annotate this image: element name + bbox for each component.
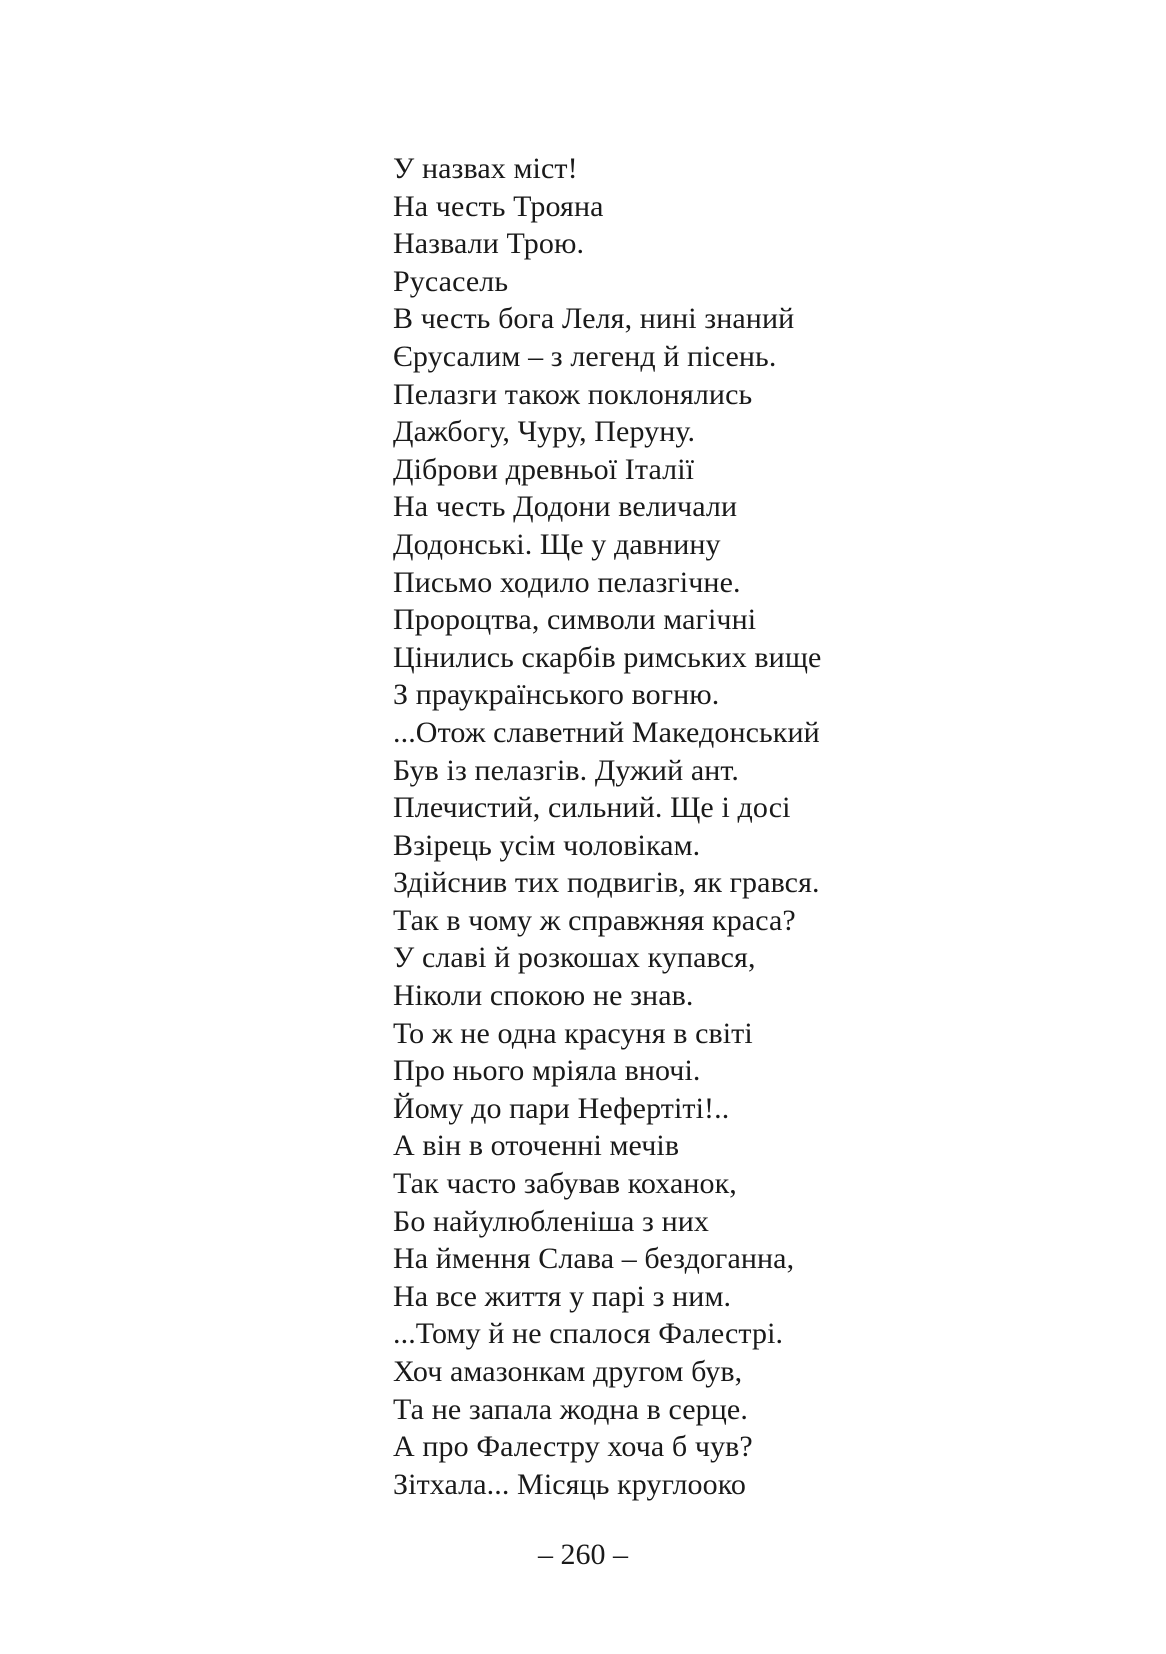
poem-line: Зітхала... Місяць круглооко <box>393 1467 746 1501</box>
poem-line: Дажбогу, Чуру, Перуну. <box>393 415 696 449</box>
poem-line: Бо найулюбленіша з них <box>393 1204 709 1238</box>
poem-line: То ж не одна красуня в світі <box>393 1016 753 1050</box>
poem-line: Про нього мріяла вночі. <box>393 1054 701 1088</box>
poem-line: А він в оточенні мечів <box>393 1129 680 1163</box>
poem-line: Письмо ходило пелазгічне. <box>393 565 741 599</box>
poem-line: Пророцтва, символи магічні <box>393 603 757 637</box>
poem-line: Хоч амазонкам другом був, <box>393 1355 743 1388</box>
poem-line: Цінились скарбів римських вище <box>393 640 822 674</box>
poem-line: Плечистий, сильний. Ще і досі <box>393 791 791 825</box>
poem-line: А про Фалестру хоча б чув? <box>393 1430 753 1464</box>
poem-line: На честь Додони величали <box>393 490 738 524</box>
poem-line: Здійснив тих подвигів, як грався. <box>393 866 820 900</box>
poem-line: З праукраїнського вогню. <box>393 678 720 712</box>
poem-line: В честь бога Леля, нині знаний <box>393 302 795 336</box>
poem-line: ...Отож славетний Македонський <box>393 715 820 749</box>
poem-line: Йому до пари Нефертіті!.. <box>393 1091 730 1125</box>
poem-line: Та не запала жодна в серце. <box>393 1392 748 1426</box>
poem-line: ...Тому й не спалося Фалестрі. <box>393 1317 784 1351</box>
poem-line: Єрусалим – з легенд й пісень. <box>393 339 777 373</box>
poem-text <box>393 150 1013 1503</box>
page-number: – 260 – <box>538 1538 628 1571</box>
poem-line: На честь Трояна <box>393 189 604 223</box>
poem-line: Так часто забував коханок, <box>393 1167 737 1201</box>
poem-line: Так в чому ж справжняя краса? <box>393 903 796 937</box>
poem-line: На ймення Слава – бездоганна, <box>393 1242 795 1276</box>
poem-line: Русасель <box>393 264 509 298</box>
poem-line: Пелазги також поклонялись <box>393 377 753 411</box>
poem-line: У назвах міст! <box>393 152 578 185</box>
poem-line: Ніколи спокою не знав. <box>393 979 694 1013</box>
poem-line: Діброви древньої Італії <box>393 452 695 486</box>
poem-line: У славі й розкошах купався, <box>393 941 756 975</box>
poem-line: Був із пелазгів. Дужий ант. <box>393 753 739 787</box>
poem-line: Додонські. Ще у давнину <box>393 527 721 561</box>
poem-line: Взірець усім чоловікам. <box>393 828 701 862</box>
poem-line: На все життя у парі з ним. <box>393 1279 732 1313</box>
poem-line: Назвали Трою. <box>393 227 585 261</box>
